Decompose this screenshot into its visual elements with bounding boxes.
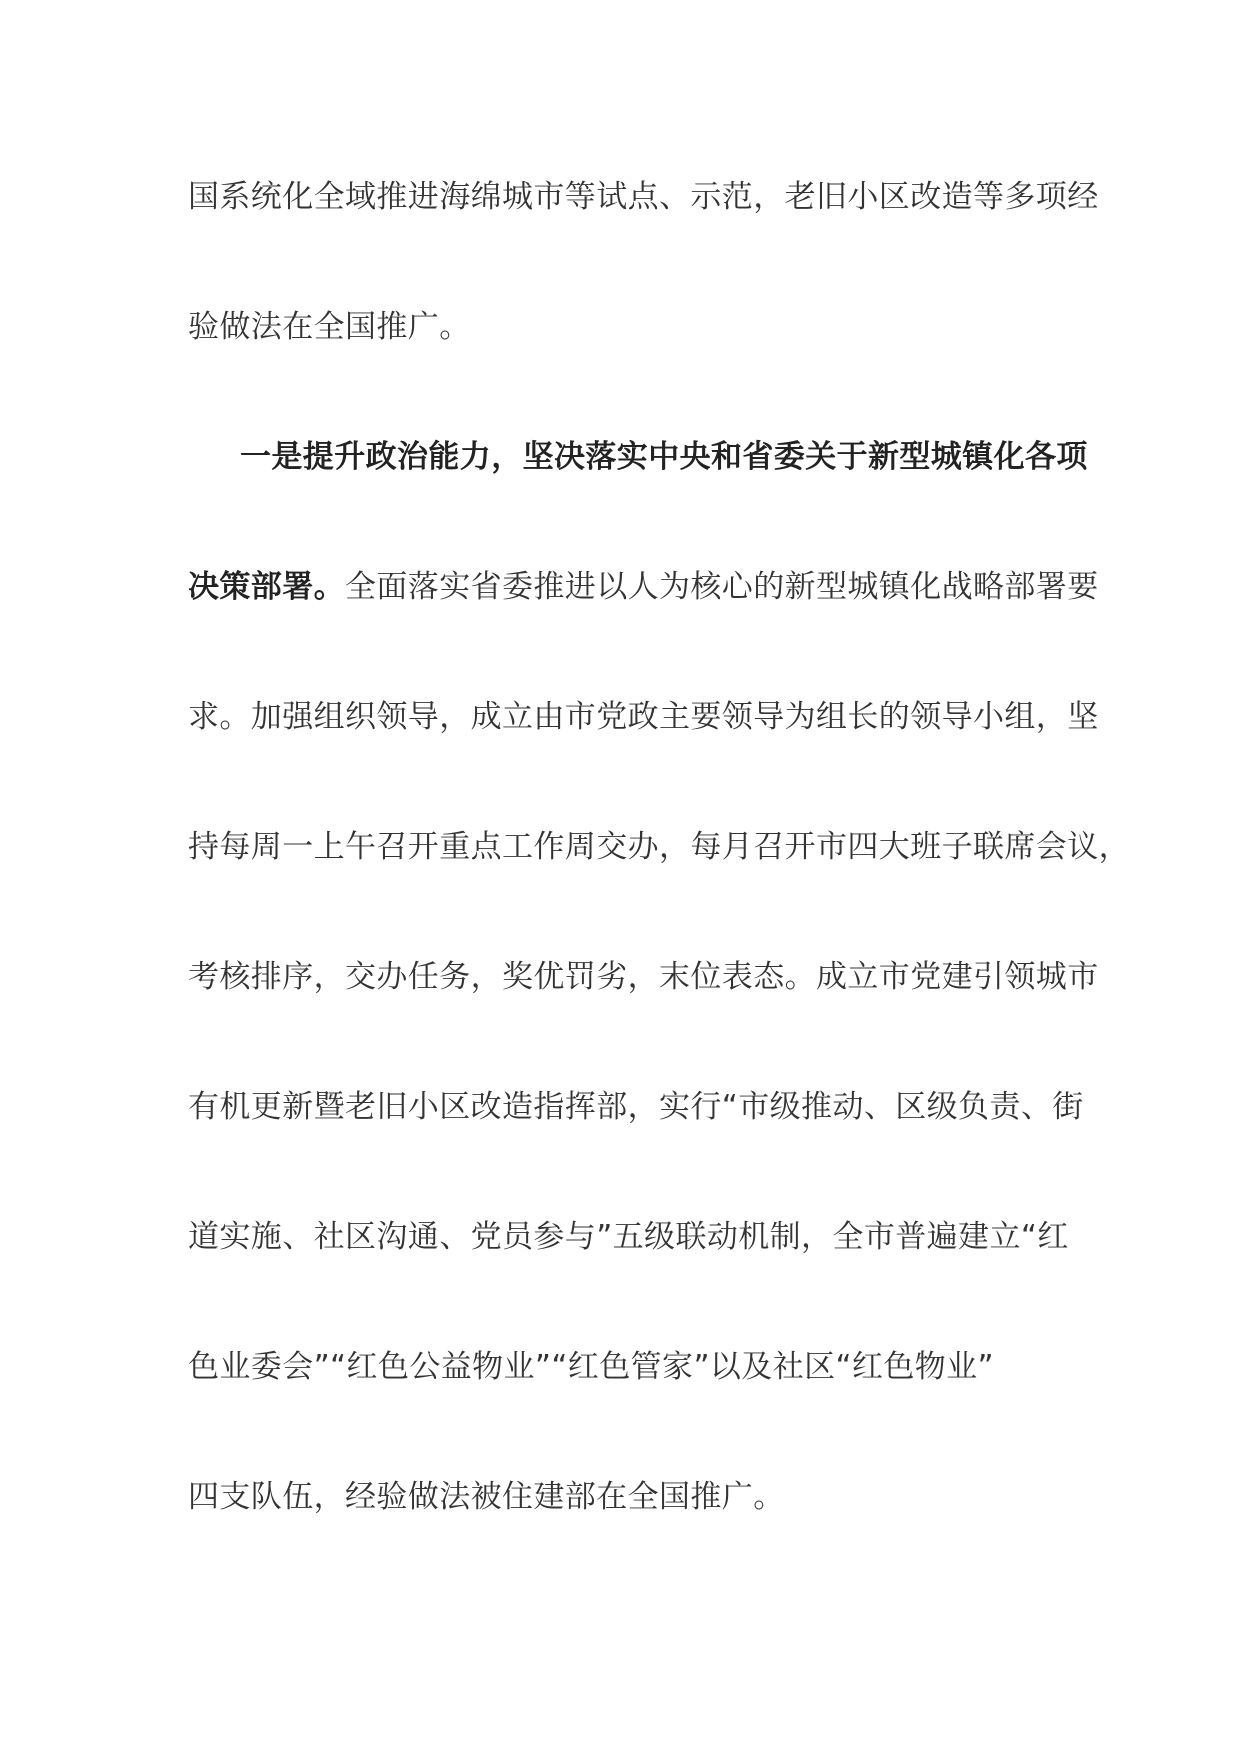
text-line: 道实施、社区沟通、党员参与”五级联动机制，全市普遍建立“红 [188, 1219, 1069, 1255]
text-line: 有机更新暨老旧小区改造指挥部，实行“市级推动、区级负责、街 [188, 1089, 1084, 1125]
text-line: 色业委会”“红色公益物业”“红色管家”以及社区“红色物业” [188, 1349, 995, 1385]
text-line: 求。加强组织领导，成立由市党政主要领导为组长的领导小组，坚 [188, 699, 1099, 735]
paragraph-heading-line [188, 422, 1088, 552]
body-text [188, 162, 1130, 1592]
text-line: 四支队伍，经验做法被住建部在全国推广。 [188, 1479, 785, 1515]
text-line: 考核排序，交办任务，奖优罚劣，末位表态。成立市党建引领城市 [188, 959, 1099, 995]
text-line: 持每周一上午召开重点工作周交办，每月召开市四大班子联席会议， [188, 829, 1130, 865]
body-text-segment: 全面落实省委推进以人为核心的新型城镇化战略部署要 [345, 569, 1099, 605]
text-line: 国系统化全域推进海绵城市等试点、示范，老旧小区改造等多项经 [188, 179, 1099, 215]
bold-heading-text: 决策部署。 [188, 569, 345, 605]
bold-heading-text: 一是提升政治能力，坚决落实中央和省委关于新型城镇化各项 [240, 439, 1088, 475]
text-line [188, 552, 1099, 682]
text-line: 验做法在全国推广。 [188, 309, 471, 345]
